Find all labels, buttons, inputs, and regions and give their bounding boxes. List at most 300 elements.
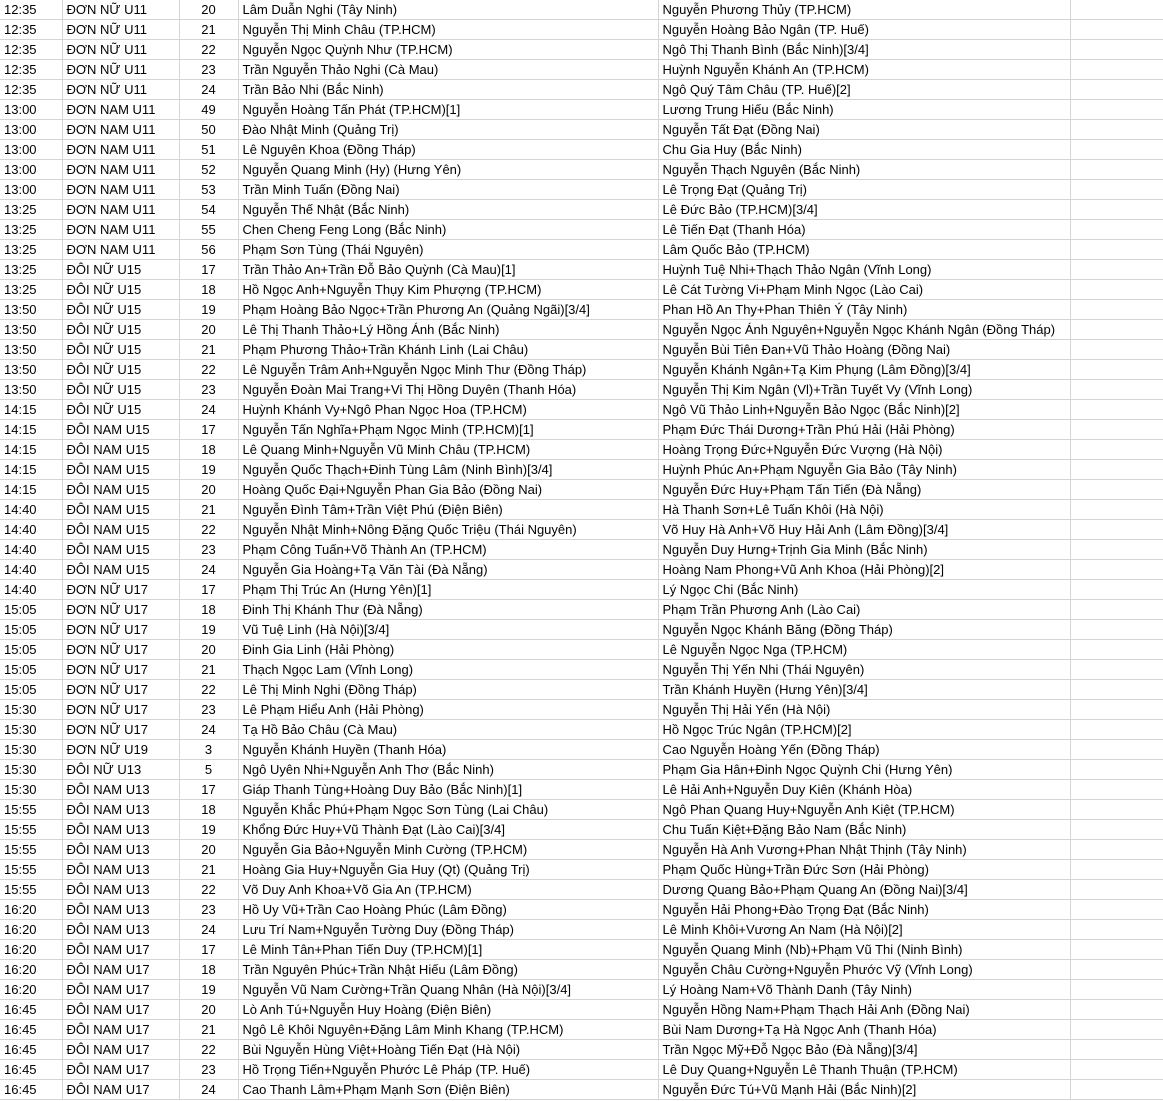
event-cell[interactable]: ĐÔI NAM U17 (62, 940, 179, 960)
match-number-cell[interactable]: 22 (179, 880, 238, 900)
empty-cell[interactable] (1070, 360, 1163, 380)
player2-cell[interactable]: Lương Trung Hiếu (Bắc Ninh) (658, 100, 1070, 120)
time-cell[interactable]: 13:00 (0, 140, 62, 160)
player2-cell[interactable]: Nguyễn Tất Đạt (Đồng Nai) (658, 120, 1070, 140)
match-number-cell[interactable]: 18 (179, 280, 238, 300)
match-number-cell[interactable]: 20 (179, 1000, 238, 1020)
player2-cell[interactable]: Chu Gia Huy (Bắc Ninh) (658, 140, 1070, 160)
player2-cell[interactable]: Phạm Trần Phương Anh (Lào Cai) (658, 600, 1070, 620)
player1-cell[interactable]: Đinh Gia Linh (Hải Phòng) (238, 640, 658, 660)
event-cell[interactable]: ĐÔI NỮ U15 (62, 280, 179, 300)
time-cell[interactable]: 15:05 (0, 680, 62, 700)
event-cell[interactable]: ĐÔI NAM U13 (62, 880, 179, 900)
empty-cell[interactable] (1070, 780, 1163, 800)
match-number-cell[interactable]: 17 (179, 780, 238, 800)
player1-cell[interactable]: Nguyễn Nhật Minh+Nông Đặng Quốc Triệu (Thái Nguyên) (238, 520, 658, 540)
player1-cell[interactable]: Phạm Phương Thảo+Trần Khánh Linh (Lai Châu) (238, 340, 658, 360)
time-cell[interactable]: 16:20 (0, 940, 62, 960)
match-number-cell[interactable]: 23 (179, 700, 238, 720)
time-cell[interactable]: 14:40 (0, 560, 62, 580)
player1-cell[interactable]: Vũ Tuệ Linh (Hà Nội)[3/4] (238, 620, 658, 640)
time-cell[interactable]: 14:15 (0, 440, 62, 460)
player1-cell[interactable]: Hoàng Quốc Đại+Nguyễn Phan Gia Bảo (Đồng Nai) (238, 480, 658, 500)
player2-cell[interactable]: Nguyễn Thạch Nguyên (Bắc Ninh) (658, 160, 1070, 180)
event-cell[interactable]: ĐƠN NỮ U17 (62, 680, 179, 700)
player1-cell[interactable]: Giáp Thanh Tùng+Hoàng Duy Bảo (Bắc Ninh)[1] (238, 780, 658, 800)
player1-cell[interactable]: Khổng Đức Huy+Vũ Thành Đạt (Lào Cai)[3/4] (238, 820, 658, 840)
match-number-cell[interactable]: 23 (179, 60, 238, 80)
empty-cell[interactable] (1070, 400, 1163, 420)
event-cell[interactable]: ĐÔI NAM U13 (62, 840, 179, 860)
player2-cell[interactable]: Nguyễn Quang Minh (Nb)+Phạm Vũ Thi (Ninh Bình) (658, 940, 1070, 960)
empty-cell[interactable] (1070, 280, 1163, 300)
time-cell[interactable]: 14:15 (0, 480, 62, 500)
event-cell[interactable]: ĐƠN NỮ U11 (62, 80, 179, 100)
player2-cell[interactable]: Nguyễn Thị Yến Nhi (Thái Nguyên) (658, 660, 1070, 680)
event-cell[interactable]: ĐÔI NAM U13 (62, 860, 179, 880)
event-cell[interactable]: ĐÔI NAM U17 (62, 1080, 179, 1100)
time-cell[interactable]: 15:55 (0, 860, 62, 880)
player1-cell[interactable]: Lưu Trí Nam+Nguyễn Tường Duy (Đồng Tháp) (238, 920, 658, 940)
event-cell[interactable]: ĐƠN NỮ U11 (62, 60, 179, 80)
player2-cell[interactable]: Nguyễn Ngọc Khánh Băng (Đồng Tháp) (658, 620, 1070, 640)
player1-cell[interactable]: Trần Bảo Nhi (Bắc Ninh) (238, 80, 658, 100)
empty-cell[interactable] (1070, 460, 1163, 480)
empty-cell[interactable] (1070, 140, 1163, 160)
player2-cell[interactable]: Phạm Đức Thái Dương+Trần Phú Hải (Hải Phòng) (658, 420, 1070, 440)
player2-cell[interactable]: Cao Nguyễn Hoàng Yến (Đồng Tháp) (658, 740, 1070, 760)
player2-cell[interactable]: Lâm Quốc Bảo (TP.HCM) (658, 240, 1070, 260)
player2-cell[interactable]: Ngô Phan Quang Huy+Nguyễn Anh Kiệt (TP.HCM) (658, 800, 1070, 820)
player1-cell[interactable]: Hoàng Gia Huy+Nguyễn Gia Huy (Qt) (Quảng Trị) (238, 860, 658, 880)
player2-cell[interactable]: Nguyễn Ngọc Ánh Nguyên+Nguyễn Ngọc Khánh Ngân (Đồng Tháp) (658, 320, 1070, 340)
time-cell[interactable]: 15:55 (0, 800, 62, 820)
empty-cell[interactable] (1070, 160, 1163, 180)
player2-cell[interactable]: Nguyễn Khánh Ngân+Tạ Kim Phụng (Lâm Đồng)[3/4] (658, 360, 1070, 380)
match-number-cell[interactable]: 21 (179, 20, 238, 40)
event-cell[interactable]: ĐÔI NỮ U15 (62, 320, 179, 340)
event-cell[interactable]: ĐÔI NAM U17 (62, 960, 179, 980)
time-cell[interactable]: 13:25 (0, 260, 62, 280)
player1-cell[interactable]: Nguyễn Gia Bảo+Nguyễn Minh Cường (TP.HCM) (238, 840, 658, 860)
player1-cell[interactable]: Lê Thị Thanh Thảo+Lý Hồng Ánh (Bắc Ninh) (238, 320, 658, 340)
event-cell[interactable]: ĐÔI NAM U15 (62, 520, 179, 540)
player1-cell[interactable]: Phạm Hoàng Bảo Ngọc+Trần Phương An (Quảng Ngãi)[3/4] (238, 300, 658, 320)
empty-cell[interactable] (1070, 880, 1163, 900)
match-number-cell[interactable]: 20 (179, 0, 238, 20)
player1-cell[interactable]: Nguyễn Quang Minh (Hy) (Hưng Yên) (238, 160, 658, 180)
player2-cell[interactable]: Hoàng Trọng Đức+Nguyễn Đức Vượng (Hà Nội) (658, 440, 1070, 460)
match-number-cell[interactable]: 53 (179, 180, 238, 200)
player1-cell[interactable]: Lâm Duẫn Nghi (Tây Ninh) (238, 0, 658, 20)
event-cell[interactable]: ĐÔI NAM U15 (62, 420, 179, 440)
match-number-cell[interactable]: 22 (179, 1040, 238, 1060)
player1-cell[interactable]: Nguyễn Thị Minh Châu (TP.HCM) (238, 20, 658, 40)
event-cell[interactable]: ĐÔI NAM U13 (62, 780, 179, 800)
player2-cell[interactable]: Ngô Quý Tâm Châu (TP. Huế)[2] (658, 80, 1070, 100)
time-cell[interactable]: 16:45 (0, 1060, 62, 1080)
match-number-cell[interactable]: 20 (179, 480, 238, 500)
player1-cell[interactable]: Đinh Thị Khánh Thư (Đà Nẵng) (238, 600, 658, 620)
match-number-cell[interactable]: 24 (179, 560, 238, 580)
time-cell[interactable]: 12:35 (0, 80, 62, 100)
time-cell[interactable]: 15:30 (0, 740, 62, 760)
empty-cell[interactable] (1070, 1000, 1163, 1020)
event-cell[interactable]: ĐÔI NỮ U15 (62, 400, 179, 420)
event-cell[interactable]: ĐƠN NAM U11 (62, 180, 179, 200)
empty-cell[interactable] (1070, 60, 1163, 80)
player2-cell[interactable]: Lê Tiến Đạt (Thanh Hóa) (658, 220, 1070, 240)
empty-cell[interactable] (1070, 440, 1163, 460)
time-cell[interactable]: 14:40 (0, 580, 62, 600)
time-cell[interactable]: 16:20 (0, 900, 62, 920)
player1-cell[interactable]: Chen Cheng Feng Long (Bắc Ninh) (238, 220, 658, 240)
time-cell[interactable]: 16:20 (0, 920, 62, 940)
empty-cell[interactable] (1070, 760, 1163, 780)
player2-cell[interactable]: Huỳnh Tuệ Nhi+Thạch Thảo Ngân (Vĩnh Long) (658, 260, 1070, 280)
player1-cell[interactable]: Nguyễn Đoàn Mai Trang+Vi Thị Hồng Duyên (Thanh Hóa) (238, 380, 658, 400)
match-number-cell[interactable]: 55 (179, 220, 238, 240)
event-cell[interactable]: ĐÔI NỮ U15 (62, 360, 179, 380)
event-cell[interactable]: ĐƠN NAM U11 (62, 240, 179, 260)
player1-cell[interactable]: Nguyễn Vũ Nam Cường+Trần Quang Nhân (Hà Nội)[3/4] (238, 980, 658, 1000)
event-cell[interactable]: ĐƠN NỮ U11 (62, 20, 179, 40)
empty-cell[interactable] (1070, 580, 1163, 600)
player1-cell[interactable]: Bùi Nguyễn Hùng Việt+Hoàng Tiến Đạt (Hà Nội) (238, 1040, 658, 1060)
player2-cell[interactable]: Võ Huy Hà Anh+Võ Huy Hải Anh (Lâm Đồng)[3/4] (658, 520, 1070, 540)
time-cell[interactable]: 12:35 (0, 60, 62, 80)
player1-cell[interactable]: Thạch Ngọc Lam (Vĩnh Long) (238, 660, 658, 680)
event-cell[interactable]: ĐƠN NAM U11 (62, 160, 179, 180)
match-number-cell[interactable]: 5 (179, 760, 238, 780)
empty-cell[interactable] (1070, 120, 1163, 140)
event-cell[interactable]: ĐÔI NỮ U15 (62, 340, 179, 360)
player2-cell[interactable]: Nguyễn Phương Thủy (TP.HCM) (658, 0, 1070, 20)
time-cell[interactable]: 15:05 (0, 660, 62, 680)
player2-cell[interactable]: Ngô Vũ Thảo Linh+Nguyễn Bảo Ngọc (Bắc Ninh)[2] (658, 400, 1070, 420)
time-cell[interactable]: 14:40 (0, 520, 62, 540)
empty-cell[interactable] (1070, 820, 1163, 840)
player2-cell[interactable]: Nguyễn Đức Tú+Vũ Mạnh Hải (Bắc Ninh)[2] (658, 1080, 1070, 1100)
match-number-cell[interactable]: 21 (179, 660, 238, 680)
empty-cell[interactable] (1070, 180, 1163, 200)
player2-cell[interactable]: Lê Hải Anh+Nguyễn Duy Kiên (Khánh Hòa) (658, 780, 1070, 800)
player2-cell[interactable]: Lê Duy Quang+Nguyễn Lê Thanh Thuận (TP.HCM) (658, 1060, 1070, 1080)
empty-cell[interactable] (1070, 560, 1163, 580)
match-number-cell[interactable]: 24 (179, 920, 238, 940)
player2-cell[interactable]: Nguyễn Châu Cường+Nguyễn Phước Vỹ (Vĩnh Long) (658, 960, 1070, 980)
player1-cell[interactable]: Trần Nguyễn Thảo Nghi (Cà Mau) (238, 60, 658, 80)
empty-cell[interactable] (1070, 980, 1163, 1000)
empty-cell[interactable] (1070, 680, 1163, 700)
player2-cell[interactable]: Lê Đức Bảo (TP.HCM)[3/4] (658, 200, 1070, 220)
player1-cell[interactable]: Hồ Ngọc Anh+Nguyễn Thụy Kim Phượng (TP.HCM) (238, 280, 658, 300)
time-cell[interactable]: 15:30 (0, 760, 62, 780)
time-cell[interactable]: 14:15 (0, 420, 62, 440)
match-number-cell[interactable]: 22 (179, 360, 238, 380)
player2-cell[interactable]: Lê Minh Khôi+Vương An Nam (Hà Nội)[2] (658, 920, 1070, 940)
match-number-cell[interactable]: 19 (179, 980, 238, 1000)
player1-cell[interactable]: Trần Thảo An+Trần Đỗ Bảo Quỳnh (Cà Mau)[1] (238, 260, 658, 280)
empty-cell[interactable] (1070, 260, 1163, 280)
time-cell[interactable]: 13:50 (0, 320, 62, 340)
event-cell[interactable]: ĐƠN NAM U11 (62, 120, 179, 140)
match-number-cell[interactable]: 22 (179, 520, 238, 540)
empty-cell[interactable] (1070, 1060, 1163, 1080)
match-number-cell[interactable]: 24 (179, 720, 238, 740)
player2-cell[interactable]: Ngô Thị Thanh Bình (Bắc Ninh)[3/4] (658, 40, 1070, 60)
time-cell[interactable]: 13:00 (0, 160, 62, 180)
player2-cell[interactable]: Hồ Ngọc Trúc Ngân (TP.HCM)[2] (658, 720, 1070, 740)
event-cell[interactable]: ĐƠN NỮ U17 (62, 640, 179, 660)
player2-cell[interactable]: Lê Nguyễn Ngọc Nga (TP.HCM) (658, 640, 1070, 660)
empty-cell[interactable] (1070, 340, 1163, 360)
event-cell[interactable]: ĐƠN NỮ U17 (62, 700, 179, 720)
match-number-cell[interactable]: 17 (179, 420, 238, 440)
empty-cell[interactable] (1070, 860, 1163, 880)
match-number-cell[interactable]: 17 (179, 580, 238, 600)
player1-cell[interactable]: Lê Phạm Hiểu Anh (Hải Phòng) (238, 700, 658, 720)
event-cell[interactable]: ĐÔI NAM U17 (62, 1020, 179, 1040)
match-number-cell[interactable]: 18 (179, 960, 238, 980)
time-cell[interactable]: 14:40 (0, 540, 62, 560)
event-cell[interactable]: ĐÔI NỮ U15 (62, 300, 179, 320)
match-number-cell[interactable]: 19 (179, 300, 238, 320)
player2-cell[interactable]: Nguyễn Thị Hải Yến (Hà Nội) (658, 700, 1070, 720)
time-cell[interactable]: 12:35 (0, 40, 62, 60)
player1-cell[interactable]: Nguyễn Thế Nhật (Bắc Ninh) (238, 200, 658, 220)
player1-cell[interactable]: Nguyễn Khánh Huyền (Thanh Hóa) (238, 740, 658, 760)
match-number-cell[interactable]: 50 (179, 120, 238, 140)
empty-cell[interactable] (1070, 940, 1163, 960)
player2-cell[interactable]: Nguyễn Hoàng Bảo Ngân (TP. Huế) (658, 20, 1070, 40)
empty-cell[interactable] (1070, 1040, 1163, 1060)
empty-cell[interactable] (1070, 500, 1163, 520)
event-cell[interactable]: ĐƠN NỮ U17 (62, 720, 179, 740)
time-cell[interactable]: 16:45 (0, 1080, 62, 1100)
empty-cell[interactable] (1070, 600, 1163, 620)
match-number-cell[interactable]: 19 (179, 820, 238, 840)
empty-cell[interactable] (1070, 220, 1163, 240)
event-cell[interactable]: ĐÔI NAM U15 (62, 480, 179, 500)
player1-cell[interactable]: Nguyễn Tấn Nghĩa+Phạm Ngọc Minh (TP.HCM)[1] (238, 420, 658, 440)
empty-cell[interactable] (1070, 960, 1163, 980)
time-cell[interactable]: 13:00 (0, 180, 62, 200)
event-cell[interactable]: ĐÔI NAM U13 (62, 820, 179, 840)
event-cell[interactable]: ĐÔI NAM U13 (62, 800, 179, 820)
time-cell[interactable]: 13:50 (0, 340, 62, 360)
time-cell[interactable]: 15:55 (0, 880, 62, 900)
player1-cell[interactable]: Phạm Sơn Tùng (Thái Nguyên) (238, 240, 658, 260)
match-number-cell[interactable]: 21 (179, 500, 238, 520)
event-cell[interactable]: ĐÔI NAM U15 (62, 500, 179, 520)
time-cell[interactable]: 13:25 (0, 220, 62, 240)
player1-cell[interactable]: Nguyễn Khắc Phú+Phạm Ngọc Sơn Tùng (Lai Châu) (238, 800, 658, 820)
event-cell[interactable]: ĐƠN NỮ U17 (62, 660, 179, 680)
empty-cell[interactable] (1070, 800, 1163, 820)
time-cell[interactable]: 13:50 (0, 360, 62, 380)
time-cell[interactable]: 13:50 (0, 380, 62, 400)
empty-cell[interactable] (1070, 1080, 1163, 1100)
time-cell[interactable]: 15:05 (0, 640, 62, 660)
match-number-cell[interactable]: 22 (179, 680, 238, 700)
player1-cell[interactable]: Cao Thanh Lâm+Phạm Mạnh Sơn (Điện Biên) (238, 1080, 658, 1100)
player2-cell[interactable]: Dương Quang Bảo+Phạm Quang An (Đồng Nai)[3/4] (658, 880, 1070, 900)
match-number-cell[interactable]: 20 (179, 640, 238, 660)
event-cell[interactable]: ĐƠN NỮ U19 (62, 740, 179, 760)
event-cell[interactable]: ĐƠN NỮ U17 (62, 600, 179, 620)
match-number-cell[interactable]: 19 (179, 460, 238, 480)
empty-cell[interactable] (1070, 840, 1163, 860)
player1-cell[interactable]: Nguyễn Ngọc Quỳnh Như (TP.HCM) (238, 40, 658, 60)
player1-cell[interactable]: Ngô Uyên Nhi+Nguyễn Anh Thơ (Bắc Ninh) (238, 760, 658, 780)
player2-cell[interactable]: Huỳnh Nguyễn Khánh An (TP.HCM) (658, 60, 1070, 80)
time-cell[interactable]: 13:00 (0, 120, 62, 140)
event-cell[interactable]: ĐÔI NAM U13 (62, 900, 179, 920)
empty-cell[interactable] (1070, 100, 1163, 120)
match-number-cell[interactable]: 20 (179, 320, 238, 340)
event-cell[interactable]: ĐƠN NAM U11 (62, 220, 179, 240)
event-cell[interactable]: ĐƠN NỮ U17 (62, 580, 179, 600)
event-cell[interactable]: ĐƠN NỮ U17 (62, 620, 179, 640)
event-cell[interactable]: ĐÔI NAM U15 (62, 560, 179, 580)
match-number-cell[interactable]: 56 (179, 240, 238, 260)
time-cell[interactable]: 16:20 (0, 960, 62, 980)
match-number-cell[interactable]: 21 (179, 340, 238, 360)
match-number-cell[interactable]: 21 (179, 860, 238, 880)
time-cell[interactable]: 16:45 (0, 1020, 62, 1040)
empty-cell[interactable] (1070, 480, 1163, 500)
match-number-cell[interactable]: 17 (179, 260, 238, 280)
empty-cell[interactable] (1070, 0, 1163, 20)
event-cell[interactable]: ĐƠN NAM U11 (62, 200, 179, 220)
empty-cell[interactable] (1070, 320, 1163, 340)
player1-cell[interactable]: Tạ Hồ Bảo Châu (Cà Mau) (238, 720, 658, 740)
player2-cell[interactable]: Nguyễn Bùi Tiên Đan+Vũ Thảo Hoàng (Đồng Nai) (658, 340, 1070, 360)
empty-cell[interactable] (1070, 540, 1163, 560)
time-cell[interactable]: 14:15 (0, 400, 62, 420)
empty-cell[interactable] (1070, 640, 1163, 660)
player1-cell[interactable]: Lò Anh Tú+Nguyễn Huy Hoàng (Điện Biên) (238, 1000, 658, 1020)
time-cell[interactable]: 15:30 (0, 700, 62, 720)
empty-cell[interactable] (1070, 1020, 1163, 1040)
match-number-cell[interactable]: 24 (179, 80, 238, 100)
player2-cell[interactable]: Nguyễn Hồng Nam+Phạm Thạch Hải Anh (Đồng Nai) (658, 1000, 1070, 1020)
player1-cell[interactable]: Võ Duy Anh Khoa+Võ Gia An (TP.HCM) (238, 880, 658, 900)
match-number-cell[interactable]: 52 (179, 160, 238, 180)
time-cell[interactable]: 13:25 (0, 280, 62, 300)
match-number-cell[interactable]: 23 (179, 900, 238, 920)
event-cell[interactable]: ĐÔI NAM U17 (62, 1040, 179, 1060)
match-number-cell[interactable]: 49 (179, 100, 238, 120)
match-number-cell[interactable]: 18 (179, 600, 238, 620)
player1-cell[interactable]: Trần Minh Tuấn (Đồng Nai) (238, 180, 658, 200)
player1-cell[interactable]: Hồ Trọng Tiến+Nguyễn Phước Lê Pháp (TP. Huế) (238, 1060, 658, 1080)
player1-cell[interactable]: Lê Quang Minh+Nguyễn Vũ Minh Châu (TP.HCM) (238, 440, 658, 460)
match-number-cell[interactable]: 20 (179, 840, 238, 860)
player2-cell[interactable]: Lý Hoàng Nam+Võ Thành Danh (Tây Ninh) (658, 980, 1070, 1000)
event-cell[interactable]: ĐƠN NỮ U11 (62, 0, 179, 20)
player2-cell[interactable]: Lý Ngọc Chi (Bắc Ninh) (658, 580, 1070, 600)
event-cell[interactable]: ĐÔI NAM U13 (62, 920, 179, 940)
player1-cell[interactable]: Đào Nhật Minh (Quảng Trị) (238, 120, 658, 140)
player2-cell[interactable]: Phạm Quốc Hùng+Trần Đức Sơn (Hải Phòng) (658, 860, 1070, 880)
player1-cell[interactable]: Hồ Uy Vũ+Trần Cao Hoàng Phúc (Lâm Đồng) (238, 900, 658, 920)
time-cell[interactable]: 15:55 (0, 840, 62, 860)
empty-cell[interactable] (1070, 300, 1163, 320)
time-cell[interactable]: 15:30 (0, 720, 62, 740)
match-number-cell[interactable]: 24 (179, 400, 238, 420)
empty-cell[interactable] (1070, 380, 1163, 400)
event-cell[interactable]: ĐÔI NỮ U15 (62, 380, 179, 400)
empty-cell[interactable] (1070, 720, 1163, 740)
player2-cell[interactable]: Chu Tuấn Kiệt+Đặng Bảo Nam (Bắc Ninh) (658, 820, 1070, 840)
match-number-cell[interactable]: 51 (179, 140, 238, 160)
match-number-cell[interactable]: 17 (179, 940, 238, 960)
event-cell[interactable]: ĐƠN NAM U11 (62, 100, 179, 120)
match-number-cell[interactable]: 54 (179, 200, 238, 220)
time-cell[interactable]: 12:35 (0, 20, 62, 40)
player2-cell[interactable]: Nguyễn Thị Kim Ngân (Vl)+Trần Tuyết Vy (Vĩnh Long) (658, 380, 1070, 400)
time-cell[interactable]: 13:00 (0, 100, 62, 120)
player1-cell[interactable]: Phạm Thị Trúc An (Hưng Yên)[1] (238, 580, 658, 600)
player1-cell[interactable]: Huỳnh Khánh Vy+Ngô Phan Ngọc Hoa (TP.HCM) (238, 400, 658, 420)
player1-cell[interactable]: Phạm Công Tuấn+Võ Thành An (TP.HCM) (238, 540, 658, 560)
empty-cell[interactable] (1070, 20, 1163, 40)
player1-cell[interactable]: Ngô Lê Khôi Nguyên+Đặng Lâm Minh Khang (TP.HCM) (238, 1020, 658, 1040)
player2-cell[interactable]: Bùi Nam Dương+Tạ Hà Ngọc Anh (Thanh Hóa) (658, 1020, 1070, 1040)
player1-cell[interactable]: Nguyễn Quốc Thạch+Đinh Tùng Lâm (Ninh Bình)[3/4] (238, 460, 658, 480)
player1-cell[interactable]: Nguyễn Hoàng Tấn Phát (TP.HCM)[1] (238, 100, 658, 120)
time-cell[interactable]: 14:40 (0, 500, 62, 520)
empty-cell[interactable] (1070, 740, 1163, 760)
time-cell[interactable]: 13:50 (0, 300, 62, 320)
time-cell[interactable]: 16:20 (0, 980, 62, 1000)
player1-cell[interactable]: Nguyễn Gia Hoàng+Tạ Văn Tài (Đà Nẵng) (238, 560, 658, 580)
empty-cell[interactable] (1070, 40, 1163, 60)
event-cell[interactable]: ĐÔI NỮ U13 (62, 760, 179, 780)
event-cell[interactable]: ĐƠN NỮ U11 (62, 40, 179, 60)
player2-cell[interactable]: Lê Cát Tường Vi+Phạm Minh Ngọc (Lào Cai) (658, 280, 1070, 300)
player2-cell[interactable]: Trần Ngọc Mỹ+Đỗ Ngọc Bảo (Đà Nẵng)[3/4] (658, 1040, 1070, 1060)
match-number-cell[interactable]: 23 (179, 540, 238, 560)
time-cell[interactable]: 15:30 (0, 780, 62, 800)
time-cell[interactable]: 15:55 (0, 820, 62, 840)
match-number-cell[interactable]: 19 (179, 620, 238, 640)
player2-cell[interactable]: Nguyễn Hà Anh Vương+Phan Nhật Thịnh (Tây Ninh) (658, 840, 1070, 860)
match-number-cell[interactable]: 3 (179, 740, 238, 760)
empty-cell[interactable] (1070, 420, 1163, 440)
player1-cell[interactable]: Lê Thị Minh Nghi (Đồng Tháp) (238, 680, 658, 700)
player2-cell[interactable]: Phạm Gia Hân+Đinh Ngọc Quỳnh Chi (Hưng Yên) (658, 760, 1070, 780)
match-number-cell[interactable]: 23 (179, 1060, 238, 1080)
event-cell[interactable]: ĐÔI NAM U15 (62, 460, 179, 480)
player2-cell[interactable]: Phan Hồ An Thy+Phan Thiên Ý (Tây Ninh) (658, 300, 1070, 320)
empty-cell[interactable] (1070, 520, 1163, 540)
empty-cell[interactable] (1070, 900, 1163, 920)
match-number-cell[interactable]: 18 (179, 800, 238, 820)
player2-cell[interactable]: Trần Khánh Huyền (Hưng Yên)[3/4] (658, 680, 1070, 700)
empty-cell[interactable] (1070, 200, 1163, 220)
match-number-cell[interactable]: 23 (179, 380, 238, 400)
empty-cell[interactable] (1070, 240, 1163, 260)
time-cell[interactable]: 13:25 (0, 200, 62, 220)
time-cell[interactable]: 12:35 (0, 0, 62, 20)
empty-cell[interactable] (1070, 660, 1163, 680)
event-cell[interactable]: ĐÔI NAM U15 (62, 440, 179, 460)
player2-cell[interactable]: Nguyễn Hải Phong+Đào Trọng Đạt (Bắc Ninh) (658, 900, 1070, 920)
event-cell[interactable]: ĐƠN NAM U11 (62, 140, 179, 160)
